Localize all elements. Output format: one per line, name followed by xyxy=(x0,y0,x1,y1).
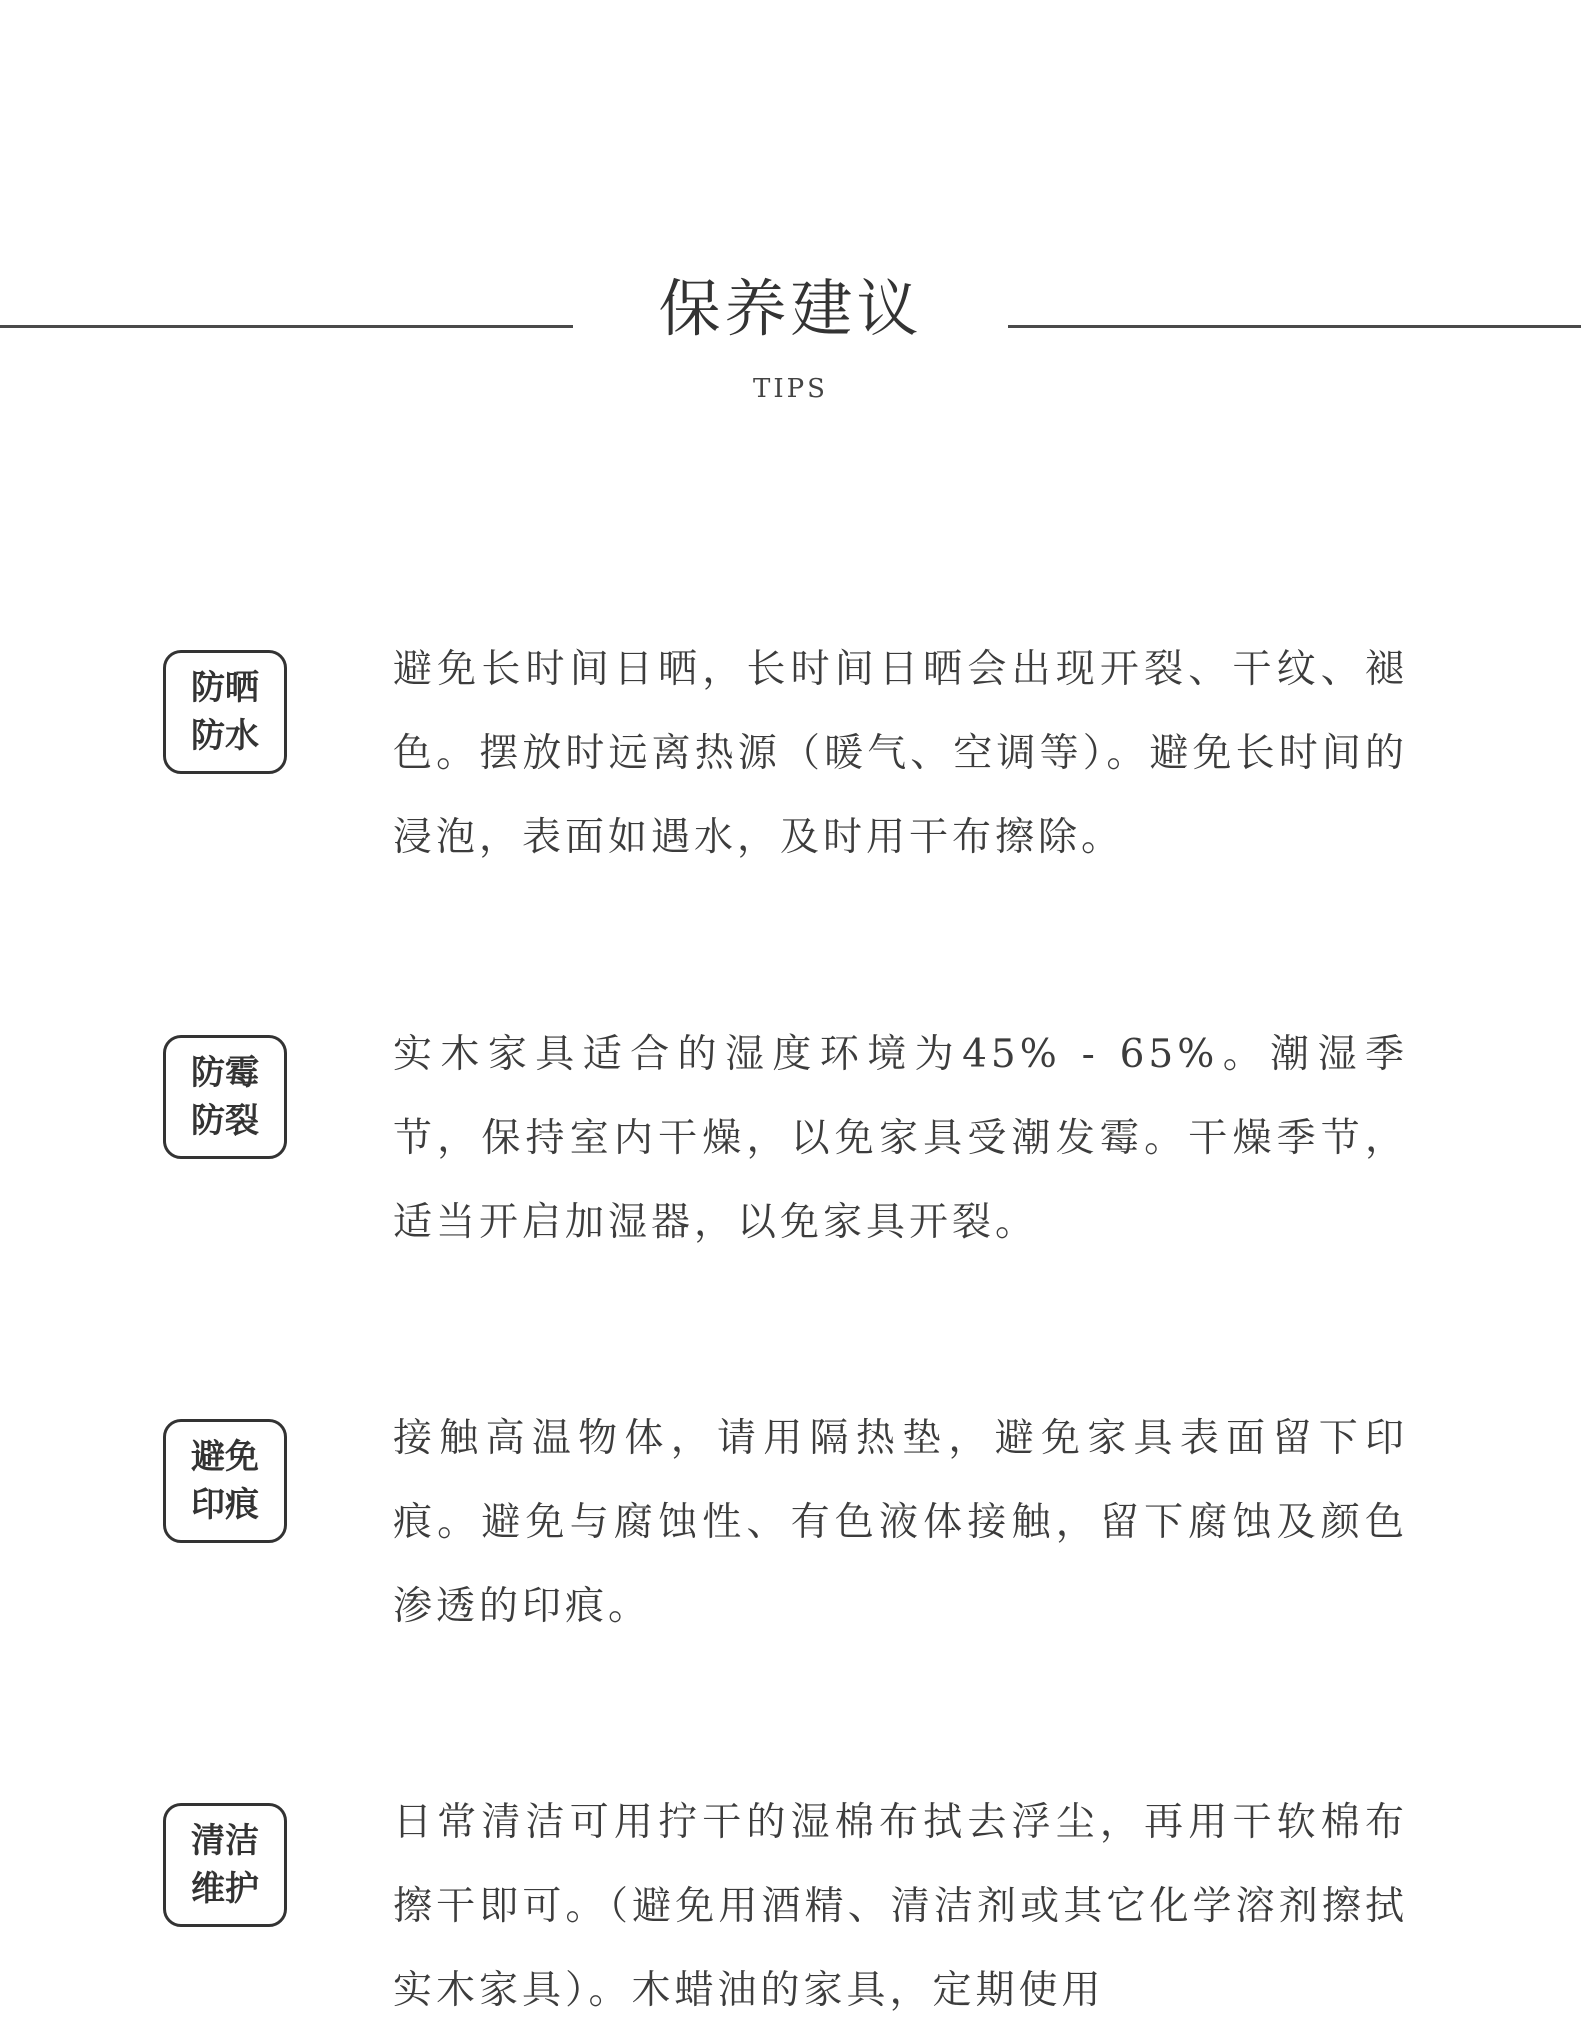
tip-badge-line2: 防水 xyxy=(191,716,259,756)
tip-text-mold-crack: 实木家具适合的湿度环境为45% - 65%。潮湿季节，保持室内干燥，以免家具受潮发霉。干燥季节，适当开启加湿器，以免家具开裂。 xyxy=(393,1032,1408,1245)
tip-badge-avoid-marks xyxy=(163,1419,287,1543)
tip-badge-line1: 防晒 xyxy=(191,668,259,708)
tip-badge-line1: 清洁 xyxy=(191,1821,259,1861)
tip-badge-mold-crack xyxy=(163,1035,287,1159)
tip-badge-line1: 防霉 xyxy=(191,1053,259,1093)
tip-text-cleaning: 日常清洁可用拧干的湿棉布拭去浮尘，再用干软棉布擦干即可。（避免用酒精、清洁剂或其它化学溶剂擦拭实木家具）。木蜡油的家具，定期使用 xyxy=(393,1800,1408,2013)
header-divider-right xyxy=(1008,325,1581,328)
tip-badge-line1: 避免 xyxy=(191,1437,259,1477)
page-title: 保养建议 xyxy=(658,272,923,345)
header-divider-left xyxy=(0,325,573,328)
tip-badge-sun-water xyxy=(163,650,287,774)
tip-text-sun-water: 避免长时间日晒，长时间日晒会出现开裂、干纹、褪色。摆放时远离热源（暖气、空调等）。避免长时间的浸泡，表面如遇水，及时用干布擦除。 xyxy=(393,647,1408,860)
tip-badge-cleaning xyxy=(163,1803,287,1927)
tip-badge-line2: 防裂 xyxy=(191,1101,259,1141)
tip-badge-line2: 印痕 xyxy=(191,1485,259,1525)
page-subtitle: TIPS xyxy=(753,374,828,404)
tip-text-avoid-marks: 接触高温物体，请用隔热垫，避免家具表面留下印痕。避免与腐蚀性、有色液体接触，留下腐蚀及颜色渗透的印痕。 xyxy=(393,1416,1408,1629)
section-header xyxy=(0,0,1581,420)
tip-badge-line2: 维护 xyxy=(191,1869,259,1909)
